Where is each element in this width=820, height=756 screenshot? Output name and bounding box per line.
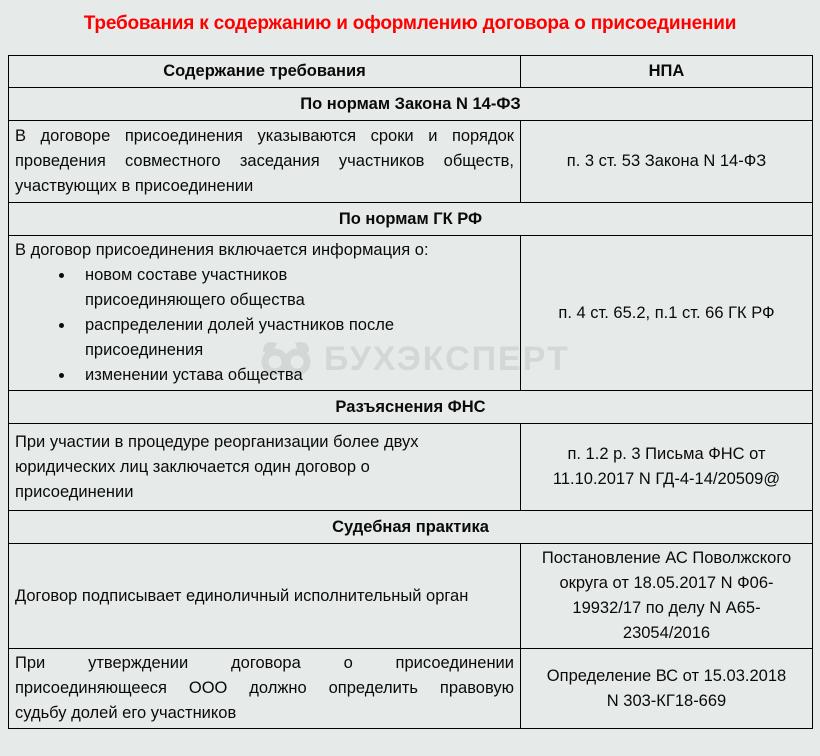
section-title: Судебная практика	[9, 511, 813, 544]
npa-line: Постановление АС Поволжского	[541, 549, 792, 567]
watermark-text: БУХЭКСПЕРТ	[324, 340, 570, 378]
npa-line: 11.10.2017 N ГД-4-14/20509@	[552, 470, 781, 488]
requirements-table	[8, 55, 813, 729]
npa-cell	[521, 121, 813, 203]
requirement-line: присоединяющееся ООО должно определить правовую	[15, 679, 514, 697]
page-title: Требования к содержанию и оформлению договора о присоединении	[83, 13, 737, 34]
npa-cell	[521, 424, 813, 511]
bullet-item: • изменении устава общества	[75, 363, 420, 388]
table-row	[9, 649, 813, 729]
table-row	[9, 121, 813, 203]
document-page	[0, 13, 820, 756]
column-header-npa: НПА	[521, 56, 813, 88]
requirement-line: проведения совместного заседания участников обществ,	[15, 152, 514, 170]
section-title: По нормам Закона N 14-ФЗ	[9, 88, 813, 121]
section-row-court	[9, 511, 813, 544]
table-row	[9, 236, 813, 391]
requirement-line: юридических лиц заключается один договор о	[15, 457, 370, 476]
section-row-gkrf	[9, 203, 813, 236]
requirement-line: При утверждении договора о присоединении	[15, 654, 514, 672]
bullet-item: • распределении долей участников после присоединения	[75, 313, 420, 363]
npa-line: округа от 18.05.2017 N Ф06-	[559, 574, 774, 592]
section-title: Разъяснения ФНС	[9, 391, 813, 424]
npa-cell	[521, 649, 813, 729]
requirement-cell	[9, 424, 521, 511]
column-header-content: Содержание требования	[9, 56, 521, 88]
requirement-intro: В договор присоединения включается информация о:	[15, 241, 429, 259]
requirement-line: судьбу долей его участников	[15, 704, 237, 722]
requirement-bullet-list	[15, 263, 514, 388]
requirement-cell	[9, 236, 521, 391]
requirement-line: Договор подписывает единоличный исполнительный орган	[15, 586, 469, 605]
requirement-cell	[9, 649, 521, 729]
section-title: По нормам ГК РФ	[9, 203, 813, 236]
requirement-cell	[9, 121, 521, 203]
npa-line: 19932/17 по делу N А65-	[572, 599, 761, 617]
requirement-line: При участии в процедуре реорганизации более двух	[15, 432, 419, 451]
table-wrapper	[8, 55, 812, 729]
table-row	[9, 544, 813, 649]
section-row-law14fz	[9, 88, 813, 121]
requirement-line: В договоре присоединения указываются сроки и порядок	[15, 127, 514, 145]
table-row	[9, 424, 813, 511]
bullet-item: • новом составе участников присоединяющего общества	[75, 263, 420, 313]
npa-line: Определение ВС от 15.03.2018	[546, 666, 787, 685]
npa-line: п. 3 ст. 53 Закона N 14-ФЗ	[566, 152, 767, 170]
requirement-line: участвующих в присоединении	[15, 177, 254, 195]
npa-line: N 303-КГ18-669	[606, 691, 727, 710]
section-row-fns	[9, 391, 813, 424]
npa-line: п. 4 ст. 65.2, п.1 ст. 66 ГК РФ	[558, 303, 775, 322]
npa-line: 23054/2016	[622, 624, 711, 642]
npa-line: п. 1.2 р. 3 Письма ФНС от	[567, 445, 766, 463]
npa-cell	[521, 544, 813, 649]
requirement-cell	[9, 544, 521, 649]
requirement-line: присоединении	[15, 482, 134, 501]
table-header-row	[9, 56, 813, 88]
npa-cell	[521, 236, 813, 391]
